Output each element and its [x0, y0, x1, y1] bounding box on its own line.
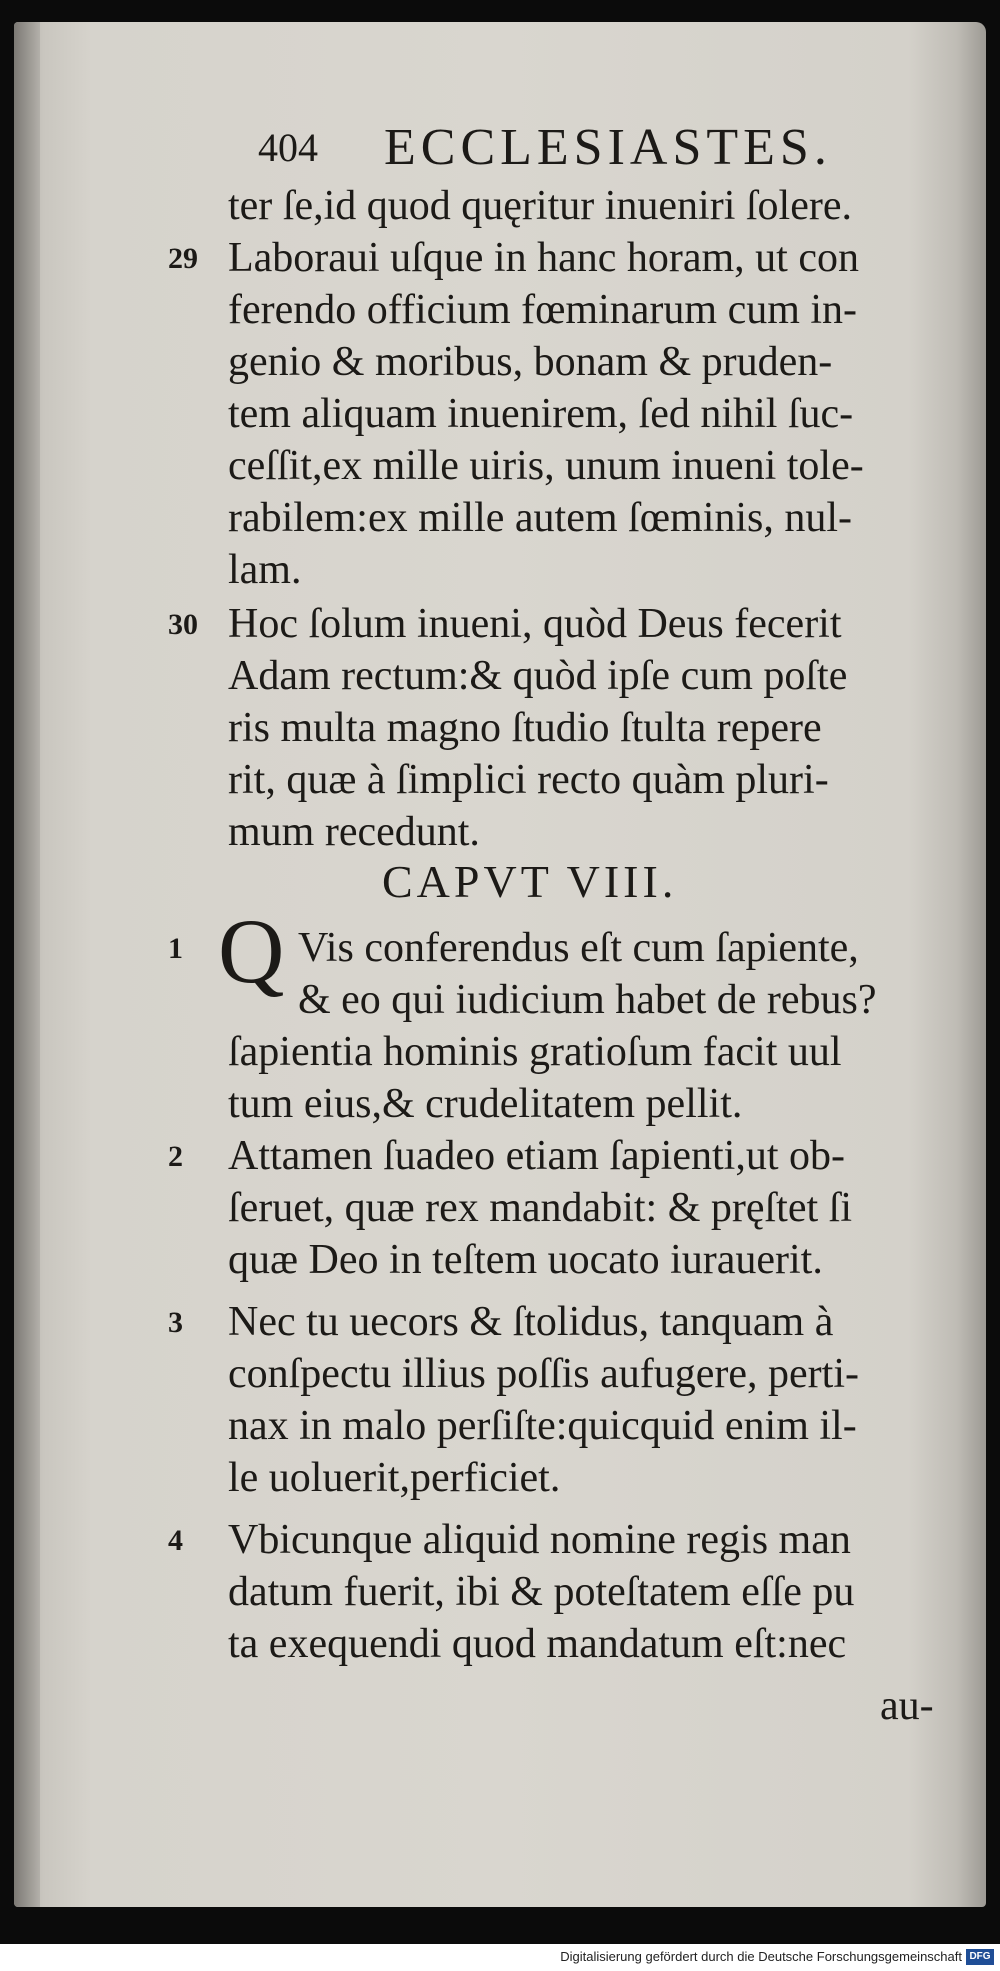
verse-number: 2 [168, 1140, 183, 1173]
book-title: ECCLESIASTES. [384, 119, 832, 176]
text-line: ta exequendi quod mandatum eſt:nec [228, 1621, 847, 1667]
text-line: le uoluerit,perficiet. [228, 1455, 561, 1501]
footer-credit: Digitalisierung gefördert durch die Deutsche Forschungsgemeinschaft [560, 1949, 962, 1964]
text-line: rit, quæ à ſimplici recto quàm pluri- [228, 757, 829, 803]
text-line: & eo qui iudicium habet de rebus? [298, 977, 877, 1023]
page-gutter-shadow [14, 22, 40, 1907]
text-line: genio & moribus, bonam & pruden- [228, 339, 833, 385]
text-line: ceſſit,ex mille uiris, unum inueni tole- [228, 443, 864, 489]
drop-cap: Q [218, 900, 285, 1002]
page-number: 404 [258, 125, 318, 170]
verse-number: 30 [168, 608, 198, 641]
text-line: Vis conferendus eſt cum ſapiente, [298, 925, 859, 971]
text-line: quæ Deo in teſtem uocato iurauerit. [228, 1237, 823, 1283]
text-line: lam. [228, 547, 302, 593]
verse-number: 4 [168, 1524, 183, 1557]
text-line: ſeruet, quæ rex mandabit: & pręſtet ſi [228, 1185, 852, 1231]
chapter-heading: CAPVT VIII. [382, 856, 678, 907]
text-line: ſapientia hominis gratioſum facit uul [228, 1029, 842, 1075]
text-line: ferendo officium fœminarum cum in- [228, 287, 858, 333]
text-line: tem aliquam inuenirem, ſed nihil ſuc- [228, 391, 854, 437]
text-line: mum recedunt. [228, 809, 480, 855]
catchword: au- [880, 1683, 934, 1729]
text-line: conſpectu illius poſſis aufugere, perti- [228, 1351, 859, 1397]
footer-bar [0, 1944, 1000, 1971]
text-line: tum eius,& crudelitatem pellit. [228, 1081, 743, 1127]
text-line: datum fuerit, ibi & poteſtatem eſſe pu [228, 1569, 855, 1615]
verse-number: 3 [168, 1306, 183, 1339]
text-line: Attamen ſuadeo etiam ſapienti,ut ob- [228, 1133, 845, 1179]
verse-number: 1 [168, 932, 183, 965]
text-line: Hoc ſolum inueni, quòd Deus fecerit [228, 601, 842, 647]
text-line: rabilem:ex mille autem ſœminis, nul- [228, 495, 853, 541]
dfg-logo: DFG [966, 1949, 994, 1965]
verse-number: 29 [168, 242, 198, 275]
text-line: nax in malo perſiſte:quicquid enim il- [228, 1403, 857, 1449]
text-line: ris multa magno ſtudio ſtulta repere [228, 705, 822, 751]
text-line: ter ſe,id quod quęritur inueniri ſolere. [228, 183, 852, 229]
text-line: Laboraui uſque in hanc horam, ut con [228, 235, 859, 281]
text-line: Adam rectum:& quòd ipſe cum poſte [228, 653, 848, 699]
text-line: Vbicunque aliquid nomine regis man [228, 1517, 851, 1563]
text-line: Nec tu uecors & ſtolidus, tanquam à [228, 1299, 834, 1345]
